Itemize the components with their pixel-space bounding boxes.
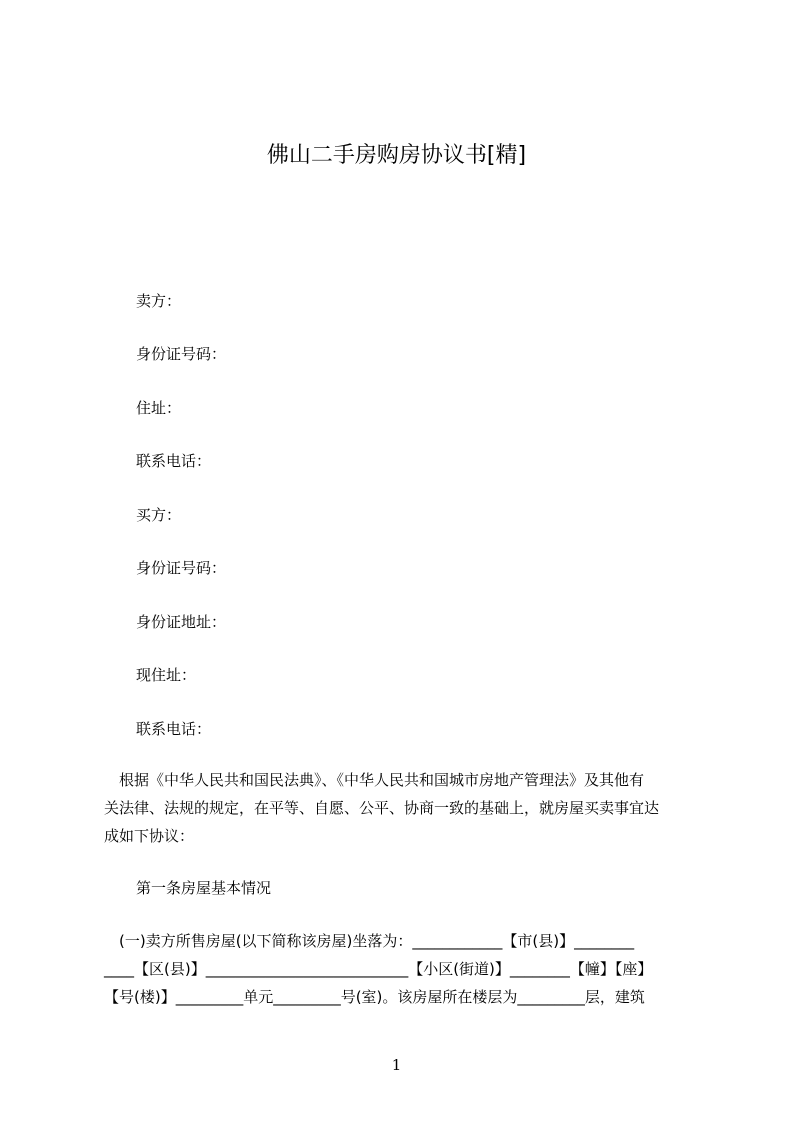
buyer-name-label: 买方： <box>136 506 182 524</box>
preamble-line: 关法律、法规的规定，在平等、自愿、公平、协商一致的基础上，就房屋买卖事宜达 <box>104 799 660 817</box>
preamble-line: 根据《中华人民共和国民法典》、《中华人民共和国城市房地产管理法》及其他有 <box>104 771 645 789</box>
article-1-item-1-line: ____【区(县)】___________________________【小区(街道)】________【幢】【座】 <box>104 960 653 978</box>
buyer-current-address-label: 现住址： <box>136 666 197 684</box>
page-number: 1 <box>391 1056 402 1074</box>
buyer-id-number-label: 身份证号码： <box>136 559 227 577</box>
article-1-item-1-line: (一)卖方所售房屋(以下简称该房屋)坐落为：____________【市(县)】________ <box>104 932 635 950</box>
article-1-item-1-line: 【号(楼)】_________单元_________号(室)。该房屋所在楼层为_________层，建筑 <box>104 988 645 1006</box>
seller-name-label: 卖方： <box>136 292 182 310</box>
preamble-line: 成如下协议： <box>104 827 195 845</box>
preamble-paragraph <box>104 770 704 846</box>
seller-id-number-label: 身份证号码： <box>136 345 227 363</box>
buyer-phone-label: 联系电话： <box>136 720 212 738</box>
seller-phone-label: 联系电话： <box>136 452 212 470</box>
page-title: 佛山二手房购房协议书[精] <box>266 143 527 168</box>
buyer-id-address-label: 身份证地址： <box>136 613 227 631</box>
article-1-heading: 第一条房屋基本情况 <box>136 879 272 897</box>
seller-address-label: 住址： <box>136 399 182 417</box>
article-1-item-1-paragraph <box>104 931 704 1007</box>
